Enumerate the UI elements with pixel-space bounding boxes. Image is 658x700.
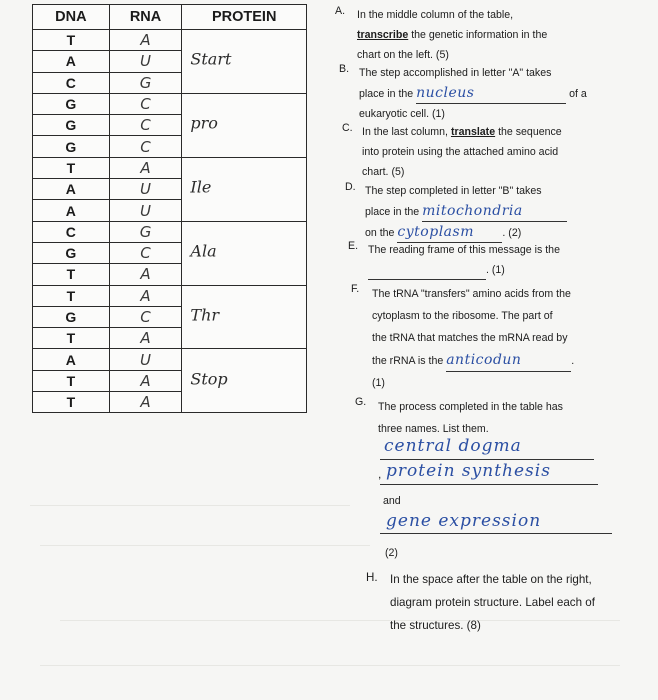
protein-codon-cell[interactable] [182,157,307,221]
answer-g-line-1 [380,459,594,460]
rna-base-cell[interactable]: G [109,72,182,93]
dna-base-cell: G [33,136,110,157]
rna-base-cell[interactable]: C [109,136,182,157]
rna-base-cell[interactable]: C [109,93,182,114]
bleed-through-line [40,665,620,666]
question-f [372,283,574,394]
rna-base-cell[interactable]: U [109,51,182,72]
dna-base-cell: A [33,179,110,200]
question-d-pre: place in the [365,206,420,218]
dna-header: DNA [33,5,110,30]
dna-base-cell: C [33,221,110,242]
protein-codon-cell[interactable] [182,221,307,285]
question-f-line2: cytoplasm to the ribosome. The part of [372,310,553,322]
question-a-line1: In the middle column of the table, [357,9,514,21]
amino-acid-label: Ala [190,241,217,261]
question-h-line1: In the space after the table on the right, [390,573,592,586]
question-c-pre: In the last column, [362,126,448,138]
rna-base-cell[interactable]: U [109,179,182,200]
question-d [365,181,567,243]
protein-codon-cell[interactable] [182,285,307,349]
rna-base-cell[interactable]: A [109,30,182,51]
question-d-letter: D. [345,181,356,193]
question-g-and: and [383,495,401,507]
protein-codon-cell[interactable] [182,93,307,157]
table-row [33,30,307,51]
dna-base-cell: G [33,306,110,327]
question-f-line4: the rRNA is the anticodun . [372,349,574,372]
question-h-line2: diagram protein structure. Label each of [390,596,595,609]
question-b-letter: B. [339,63,350,75]
rna-base-cell[interactable]: U [109,200,182,221]
question-b-line3: eukaryotic cell. (1) [359,108,445,120]
question-a [357,5,547,65]
dna-base-cell: G [33,242,110,263]
question-c-line3: chart. (5) [362,166,405,178]
question-e-points: . (1) [486,264,505,276]
translate-word: translate [450,126,496,138]
rna-base-cell[interactable]: U [109,349,182,370]
answer-g-1[interactable]: central dogma [384,436,522,456]
answer-f-blank[interactable]: anticodun [446,349,571,372]
comma-mark: , [378,467,382,481]
question-f-line1: The tRNA "transfers" amino acids from the [372,288,571,300]
dna-base-cell: A [33,51,110,72]
question-c-letter: C. [342,122,353,134]
question-d-line1: The step completed in letter "B" takes [365,185,542,197]
amino-acid-label: Thr [190,305,220,325]
rna-base-cell[interactable]: A [109,264,182,285]
question-d-line2 [365,201,567,222]
dna-base-cell: T [33,285,110,306]
question-h-letter: H. [366,571,378,584]
dna-base-cell: A [33,200,110,221]
protein-codon-cell[interactable] [182,349,307,413]
protein-codon-cell[interactable] [182,30,307,94]
table-row [33,221,307,242]
question-c-line2: into protein using the attached amino acid [362,146,559,158]
rna-base-cell[interactable]: A [109,392,182,413]
amino-acid-label: pro [190,113,218,133]
rna-base-cell[interactable]: A [109,328,182,349]
rna-base-cell[interactable]: C [109,242,182,263]
question-b-post: of a [569,88,587,100]
dna-base-cell: C [33,72,110,93]
question-e [368,240,560,280]
dna-base-cell: T [33,264,110,285]
dna-base-cell: G [33,93,110,114]
rna-base-cell[interactable]: C [109,306,182,327]
rna-base-cell[interactable]: C [109,115,182,136]
answer-g-line-3 [380,533,612,534]
question-d-points: . (2) [502,227,522,239]
question-b-pre: place in the [359,88,414,100]
answer-e-blank[interactable] [368,265,486,280]
question-c [362,122,562,182]
table-row [33,349,307,370]
dna-base-cell: T [33,30,110,51]
question-f-line3: the tRNA that matches the mRNA read by [372,332,568,344]
question-g-line1: The process completed in the table has [378,401,563,413]
rna-base-cell[interactable]: A [109,157,182,178]
rna-header: RNA [109,5,182,30]
question-g-points: (2) [385,547,398,559]
question-c-line1 [362,122,562,142]
amino-acid-label: Start [190,50,232,70]
bleed-through-line [40,545,370,546]
table-row [33,157,307,178]
question-h-line3: the structures. (8) [390,619,481,632]
dna-base-cell: T [33,157,110,178]
dna-base-cell: T [33,328,110,349]
table-row [33,93,307,114]
answer-g-3[interactable]: gene expression [386,511,542,531]
question-e-line2 [368,260,560,280]
table-header-row [33,5,307,30]
rna-base-cell[interactable]: A [109,285,182,306]
answer-d-blank-2[interactable]: cytoplasm [397,222,502,243]
table-body [33,30,307,413]
question-a-rest: the genetic information in the [411,29,548,41]
question-c-rest: the sequence [498,126,562,138]
question-e-letter: E. [348,240,359,252]
answer-g-2[interactable]: protein synthesis [386,461,551,481]
question-g-letter: G. [355,396,367,408]
rna-base-cell[interactable]: A [109,370,182,391]
question-f-pre: the rRNA is the [372,355,444,367]
bleed-through-line [30,505,350,506]
amino-acid-label: Stop [190,369,228,389]
question-b [359,63,587,124]
rna-base-cell[interactable]: G [109,221,182,242]
dna-base-cell: T [33,392,110,413]
question-d-on: on the [365,227,395,239]
question-h [390,568,595,637]
question-b-line1: The step accomplished in letter "A" takes [359,67,552,79]
dna-rna-protein-table [32,4,307,413]
question-g-line2: three names. List them. [378,423,489,435]
amino-acid-label: Ile [190,177,212,197]
transcribe-word: transcribe [357,29,409,41]
question-f-letter: F. [351,283,360,295]
question-f-points: (1) [372,377,385,389]
question-a-line2 [357,25,547,45]
answer-g-line-2 [380,484,598,485]
dna-base-cell: A [33,349,110,370]
answer-d-blank-1[interactable]: mitochondria [422,201,567,222]
question-e-line1: The reading frame of this message is the [368,244,560,256]
protein-header: PROTEIN [182,5,307,30]
question-g [378,396,563,440]
question-b-line2 [359,83,587,104]
question-a-letter: A. [335,5,346,17]
dna-base-cell: G [33,115,110,136]
dna-base-cell: T [33,370,110,391]
question-a-line3: chart on the left. (5) [357,49,449,61]
answer-b-blank[interactable]: nucleus [416,83,566,104]
table-row [33,285,307,306]
